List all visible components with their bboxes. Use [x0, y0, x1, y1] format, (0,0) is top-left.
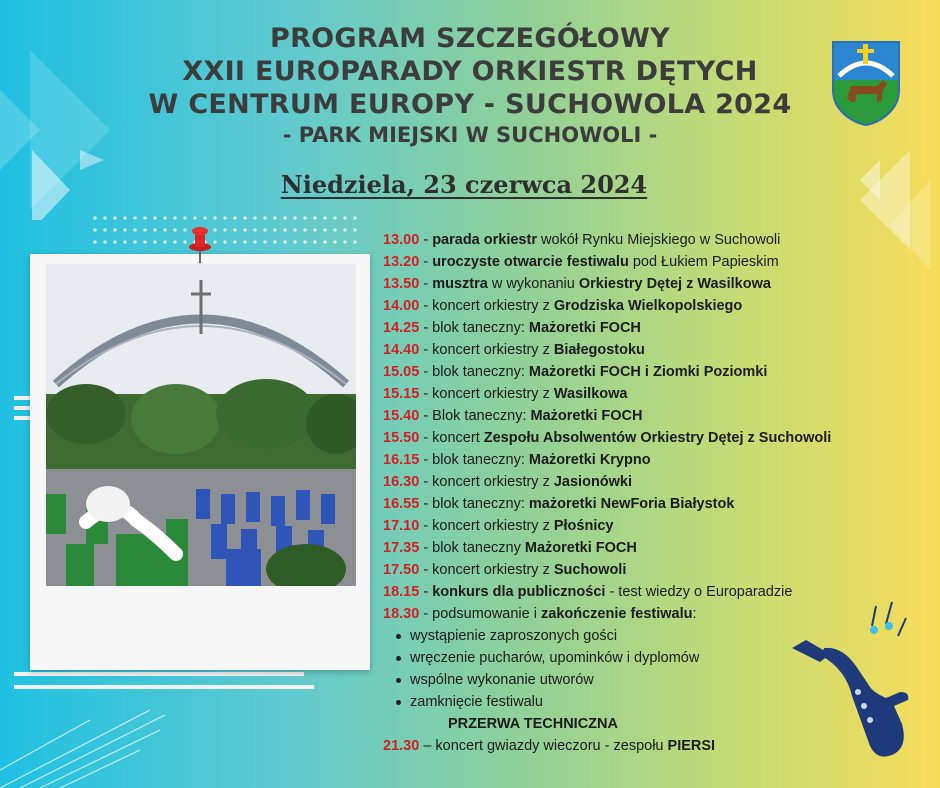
schedule-text: Płośnicy — [553, 518, 614, 534]
schedule-text: parada orkiestr — [432, 232, 537, 248]
bullet-icon — [396, 678, 401, 683]
break-label: PRZERWA TECHNICZNA — [448, 716, 618, 732]
schedule-time: 14.25 — [383, 320, 420, 336]
closing-list-text: wystąpienie zaproszonych gości — [410, 628, 618, 644]
bottom-left-lines — [0, 700, 170, 788]
schedule-row — [383, 559, 923, 581]
schedule-text: Grodziska Wielkopolskiego — [553, 298, 743, 314]
schedule-text: - koncert — [419, 430, 484, 446]
schedule-time: 15.40 — [383, 408, 420, 424]
closing-list-text: wspólne wykonanie utworów — [410, 672, 594, 688]
schedule-text: w wykonaniu — [487, 276, 579, 292]
schedule-time: 15.50 — [383, 430, 420, 446]
title-line-1: PROGRAM SZCZEGÓŁOWY — [270, 23, 670, 54]
schedule-time: 17.35 — [383, 540, 420, 556]
schedule-time: 16.30 — [383, 474, 420, 490]
schedule-time: 13.20 — [383, 254, 420, 270]
schedule-row — [383, 405, 923, 427]
schedule-text: PIERSI — [667, 738, 716, 754]
schedule-text: - podsumowanie i — [419, 606, 541, 622]
schedule-row — [383, 229, 923, 251]
schedule-text: - test wiedzy o Europaradzie — [605, 584, 793, 600]
title-line-2: XXII EUROPARADY ORKIESTR DĘTYCH — [182, 56, 758, 87]
schedule-text: - — [419, 232, 433, 248]
schedule-text: - blok taneczny: — [419, 452, 529, 468]
schedule-time: 14.00 — [383, 298, 420, 314]
parade-photo — [46, 264, 356, 586]
schedule-time: 14.40 — [383, 342, 420, 358]
page-title — [0, 22, 940, 149]
schedule-time: 17.50 — [383, 562, 420, 578]
bullet-icon — [396, 656, 401, 661]
schedule-text: – koncert gwiazdy wieczoru - zespołu — [419, 738, 668, 754]
schedule-text: konkurs dla publiczności — [432, 584, 606, 600]
schedule-row — [383, 383, 923, 405]
schedule-time: 16.55 — [383, 496, 420, 512]
schedule-text: - koncert orkiestry z — [419, 386, 554, 402]
schedule-text: - blok taneczny — [419, 540, 525, 556]
bullet-icon — [396, 700, 401, 705]
coat-of-arms-icon — [831, 40, 901, 126]
schedule-text: - blok taneczny: — [419, 364, 529, 380]
schedule-text: Orkiestry Dętej z Wasilkowa — [578, 276, 771, 292]
schedule-time: 18.30 — [383, 606, 420, 622]
title-venue: - PARK MIEJSKI W SUCHOWOLI - — [282, 123, 658, 147]
schedule-time: 13.50 — [383, 276, 420, 292]
schedule-text: musztra — [432, 276, 488, 292]
schedule-text: Zespołu Absolwentów Orkiestry Dętej z Suchowoli — [483, 430, 832, 446]
closing-list-text: wręczenie pucharów, upominków i dyplomów — [410, 650, 700, 666]
schedule-text: mażoretki NewForia Białystok — [528, 496, 735, 512]
schedule-text: Suchowoli — [553, 562, 627, 578]
schedule-text: Białegostoku — [553, 342, 645, 358]
schedule-row — [383, 471, 923, 493]
title-line-3: W CENTRUM EUROPY - SUCHOWOLA 2024 — [148, 89, 792, 120]
bullet-icon — [396, 634, 401, 639]
schedule-text: - Blok taneczny: — [419, 408, 531, 424]
schedule-row — [383, 339, 923, 361]
schedule-row — [383, 251, 923, 273]
dots-decoration — [90, 213, 380, 253]
schedule-text: - koncert orkiestry z — [419, 562, 554, 578]
schedule-text: Mażoretki FOCH — [524, 540, 637, 556]
event-date: Niedziela, 23 czerwca 2024 — [280, 170, 648, 199]
schedule-row — [383, 427, 923, 449]
schedule-text: - koncert orkiestry z — [419, 342, 554, 358]
schedule-text: Jasionówki — [553, 474, 633, 490]
schedule-text: Mażoretki FOCH — [530, 408, 643, 424]
schedule-row — [383, 317, 923, 339]
schedule-row — [383, 273, 923, 295]
schedule-row — [383, 493, 923, 515]
schedule-text: Mażoretki FOCH — [528, 320, 641, 336]
schedule-time: 21.30 — [383, 738, 420, 754]
schedule-time: 18.15 — [383, 584, 420, 600]
schedule-text: - koncert orkiestry z — [419, 518, 554, 534]
schedule-text: Wasilkowa — [553, 386, 628, 402]
schedule-text: Mażoretki FOCH i Ziomki Poziomki — [528, 364, 768, 380]
schedule-text: zakończenie festiwalu — [541, 606, 693, 622]
schedule-text: Mażoretki Krypno — [528, 452, 651, 468]
schedule-text: - blok taneczny: — [419, 320, 529, 336]
schedule-text: : — [692, 606, 697, 622]
schedule-time: 15.15 — [383, 386, 420, 402]
schedule-row — [383, 537, 923, 559]
saxophone-icon — [790, 596, 920, 766]
schedule-time: 13.00 — [383, 232, 420, 248]
schedule-row — [383, 361, 923, 383]
schedule-time: 15.05 — [383, 364, 420, 380]
schedule-text: - — [419, 584, 433, 600]
schedule-text: - koncert orkiestry z — [419, 474, 554, 490]
schedule-text: - — [419, 276, 433, 292]
closing-list-text: zamknięcie festiwalu — [410, 694, 543, 710]
schedule-row — [383, 515, 923, 537]
schedule-text: pod Łukiem Papieskim — [628, 254, 779, 270]
schedule-text: wokół Rynku Miejskiego w Suchowoli — [536, 232, 781, 248]
schedule-text: - — [419, 254, 433, 270]
schedule-text: - koncert orkiestry z — [419, 298, 554, 314]
schedule-time: 17.10 — [383, 518, 420, 534]
schedule-text: - blok taneczny: — [419, 496, 529, 512]
schedule-text: uroczyste otwarcie festiwalu — [432, 254, 629, 270]
photo-frame — [30, 254, 370, 670]
schedule-row — [383, 449, 923, 471]
push-pin-icon — [187, 225, 213, 265]
schedule-time: 16.15 — [383, 452, 420, 468]
schedule-row — [383, 295, 923, 317]
